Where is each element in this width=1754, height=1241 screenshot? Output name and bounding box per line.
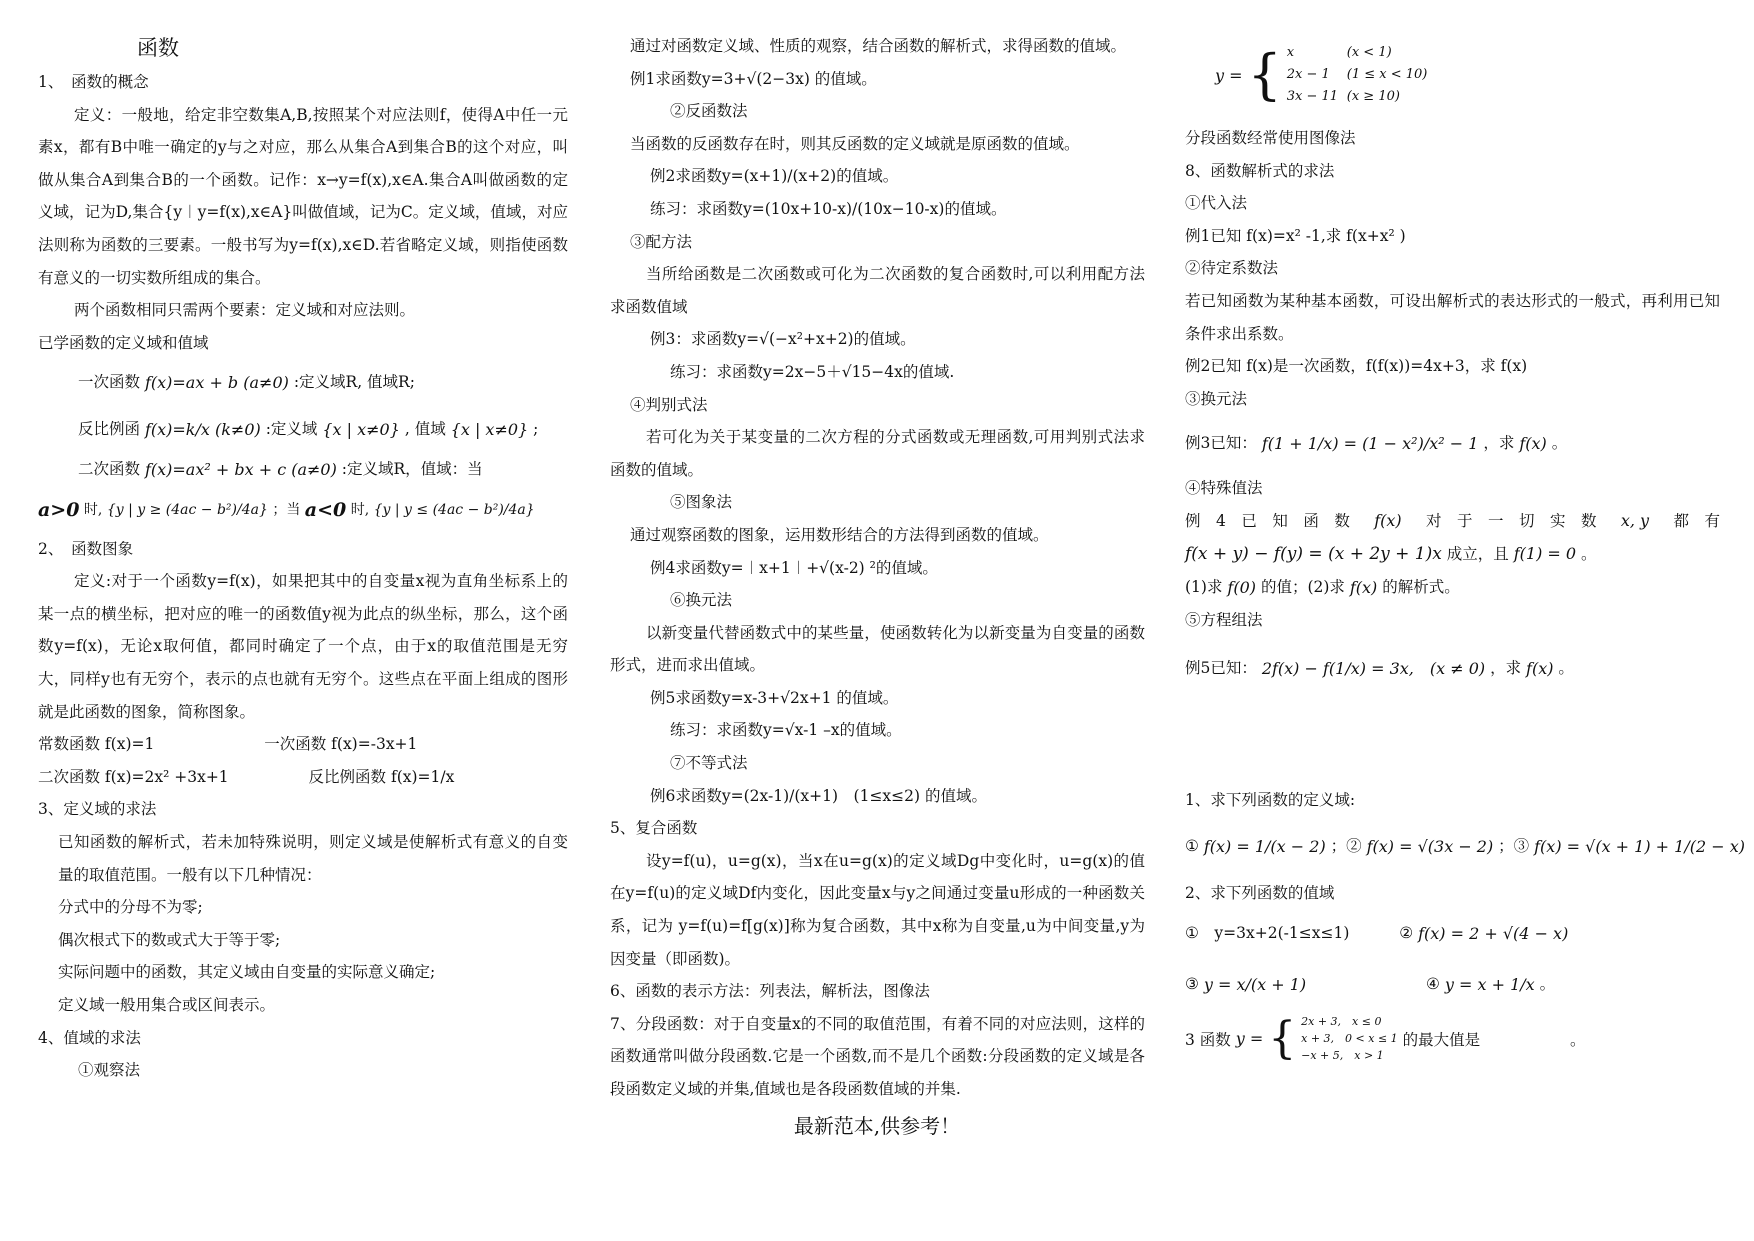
label: 二次函数 f(x)=2x² +3x+1 [38,767,229,786]
subheading: ③换元法 [1185,389,1248,408]
formula: f(x) = 1/(x − 2) [1203,837,1326,857]
paragraph: 定义:对于一个函数y=f(x)，如果把其中的自变量x视为直角坐标系上的某一点的横坐标，把对应的唯一的函数值y视为此点的纵坐标，那么，这个函数y=f(x)，无论x取何值，都同时确定了一个点，由于x的取值范围是无穷大，同样y也有无穷个，表示的点也就有无穷个。这些点在平面上组成的图形就是此函数的图象，简称图象。 [38,572,568,721]
section-heading: 6、函数的表示方法：列表法，解析法，图像法 [610,982,930,1001]
label: ；③ [1498,837,1530,856]
formula: f(x + y) − f(y) = (x + 2y + 1)x [1185,544,1442,565]
label: ① [1185,837,1199,856]
subheading: ④特殊值法 [1185,479,1263,498]
formula: {y | y ≥ (4ac − b²)/4a} [106,501,268,518]
section-heading: 3、定义域的求法 [38,800,157,819]
brace: { [1247,43,1282,106]
list-item: 实际问题中的函数，其定义域由自变量的实际意义确定; [58,963,436,982]
formula: 2f(x) − f(1/x) = 3x, (x ≠ 0) [1261,658,1486,678]
section-heading: 5、复合函数 [610,819,698,838]
exercise-line [1185,1012,1720,1076]
paragraph: 当所给函数是二次函数或可化为二次函数的复合函数时,可以利用配方法求函数值域 [610,265,1145,316]
label: 。 [1581,544,1597,563]
example-line: 例2求函数y=(x+1)/(x+2)的值域。 [650,167,899,186]
exercise-line [1185,816,1746,877]
label: , 值域 [404,420,446,439]
quadratic-function-line [38,453,568,486]
label: ，求 [1490,658,1522,677]
formula: a<0 [304,498,347,521]
example-line: 例3：求函数y=√(−x²+x+2)的值域。 [650,330,916,349]
paragraph: 若已知函数为某种基本函数，可设出解析式的表达形式的一般式，再利用已知条件求出系数。 [1185,291,1720,343]
paragraph: 已知函数的解析式，若未加特殊说明，则定义域是使解析式有意义的自变量的取值范围。一般有以下几种情况： [58,832,568,884]
formula: {x | x≠0} [450,420,529,440]
subheading: ③配方法 [630,232,693,251]
exercise-line: 练习：求函数y=2x−5＋√15−4x的值域. [670,362,955,381]
column-1 [38,30,568,1087]
label: 二次函数 [78,460,141,479]
label: :定义域 [265,420,318,439]
formula: f(0) [1227,577,1256,597]
piecewise-cases [1287,42,1428,108]
label: 例 4 已 知 函 数 [1185,511,1350,530]
subheading: ④判别式法 [630,395,708,414]
formula: y = x/(x + 1) [1203,974,1307,994]
example-line: 例1已知 f(x)=x² -1,求 f(x+x² ) [1185,226,1406,245]
label: (1)求 [1185,577,1223,596]
piecewise-function [1185,42,1720,122]
label: 常数函数 f(x)=1 [38,735,155,754]
formula: a>0 [38,498,80,521]
example-line [1185,571,1720,604]
footer-note: 最新范本,供参考！ [793,1114,961,1138]
section-heading: 8、函数解析式的求法 [1185,161,1335,180]
label: 例3已知： [1185,434,1257,453]
subheading: ⑤方程组法 [1185,611,1263,630]
case-cond: (x ≥ 10) [1346,89,1400,104]
subheading: ②反函数法 [670,102,748,121]
label: 对 于 一 切 实 数 [1426,511,1597,530]
case-expr: 2x − 1 [1286,67,1330,82]
case-cond: (x < 1) [1346,45,1392,60]
quadratic-range-line [38,487,568,533]
example-line [1185,538,1720,571]
paragraph: 分段函数经常使用图像法 [1185,129,1356,147]
label: 。 [1558,658,1574,677]
formula: {y | y ≤ (4ac − b²)/4a} [373,501,535,518]
example-line [38,728,568,761]
paragraph: 以新变量代替函数式中的某些量，使函数转化为以新变量为自变量的函数形式，进而求出值域。 [610,623,1145,675]
list-item: 分式中的分母不为零; [58,898,203,917]
formula: x, y [1620,510,1650,530]
piecewise-cases [1301,1013,1398,1064]
label: ，求 [1483,434,1515,453]
formula: f(x) [1349,577,1378,597]
case-expr: x [1286,45,1295,60]
paragraph: 设y=f(u)，u=g(x)，当x在u=g(x)的定义域Dg中变化时，u=g(x)的值在y=f(u)的定义域Df内变化，因此变量x与y之间通过变量u形成的一种函数关系，记为 y=f(u)=f[g(x)]称为复合函数，其中x称为自变量,u为中间变量,y为因变量（即函数)。 [610,851,1145,968]
formula: f(x) = √(x + 1) + 1/(2 − x) [1534,837,1746,857]
label: ① y=3x+2(-1≤x≤1) [1185,923,1350,942]
label: 一次函数 f(x)=-3x+1 [264,735,418,754]
label: 时, [350,501,370,518]
label: ；当 [272,501,301,518]
formula: f(x)=ax² + bx + c (a≠0) [144,460,337,480]
section-heading: 1、 函数的概念 [38,73,149,91]
example-line [1185,415,1720,472]
formula: y = [1215,65,1243,85]
subheading: 已学函数的定义域和值域 [38,333,209,352]
subheading: ①观察法 [78,1061,141,1080]
exercise-heading: 2、求下列函数的值域 [1185,884,1335,903]
subheading: ①代入法 [1185,194,1248,213]
example-line: 例2已知 f(x)是一次函数，f(f(x))=4x+3，求 f(x) [1185,357,1528,376]
column-3 [1185,42,1746,1076]
example-line: 例5求函数y=x-3+√2x+1 的值域。 [650,688,899,707]
brace: { [1268,1012,1297,1064]
label: :定义域R，值域：当 [341,460,483,479]
example-line [1185,505,1720,538]
label: ；② [1330,837,1362,856]
formula: f(1 + 1/x) = (1 − x²)/x² − 1 [1261,434,1479,454]
formula: f(x) [1526,658,1554,678]
subheading: ②待定系数法 [1185,259,1279,278]
label: 都 有 [1673,511,1720,530]
example-line [1185,637,1720,700]
example-line: 例6求函数y=(2x-1)/(x+1) (1≤x≤2) 的值域。 [650,786,987,805]
paragraph: 定义：一般地，给定非空数集A,B,按照某个对应法则f，使得A中任一元素x，都有B中唯一确定的y与之对应，那么从集合A到集合B的这个对应，叫做从集合A到集合B的一个函数。记作：x→y=f(x),x∈A.集合A叫做函数的定义域，记为D,集合{y︱y=f(x),x∈A}叫做值域，记为C。定义域，值域，对应法则称为函数的三要素。一般书写为y=f(x),x∈D.若省略定义域，则指使函数有意义的一切实数所组成的集合。 [38,105,568,287]
label: :定义域R, 值域R; [293,373,415,392]
label: 例5已知： [1185,658,1257,677]
formula: f(x) [1519,434,1547,454]
case-expr: 3x − 11 [1286,89,1339,104]
label: ② [1399,923,1414,942]
label: ; [533,420,539,439]
label: 。 [1570,1030,1586,1049]
label: 时, [83,501,103,518]
case-cond: (1 ≤ x < 10) [1346,67,1428,82]
paragraph: 通过对函数定义域、性质的观察，结合函数的解析式，求得函数的值域。 [630,37,1127,55]
label: 。 [1551,434,1568,453]
label: 3 函数 [1185,1030,1231,1049]
label: 成立，且 [1446,544,1509,563]
label: ③ [1185,974,1199,993]
label: 。 [1539,974,1556,993]
label: 的值；(2)求 [1260,577,1345,596]
list-item: 偶次根式下的数或式大于等于零; [58,930,281,949]
inverse-function-line [38,406,568,453]
list-item: 定义域一般用集合或区间表示。 [58,995,276,1014]
formula: y = x + 1/x [1444,974,1535,994]
exercise-line: 练习：求函数y=(10x+10-x)/(10x−10-x)的值域。 [650,199,1007,218]
paragraph: 7、分段函数：对于自变量x的不同的取值范围，有着不同的对应法则，这样的函数通常叫做分段函数.它是一个函数,而不是几个函数:分段函数的定义域是各段函数定义域的并集,值域也是各段函数值域的并集. [610,1014,1145,1098]
formula: f(x) = 2 + √(4 − x) [1418,923,1569,943]
linear-function-line [38,359,568,406]
example-line: 例1求函数y=3+√(2−3x) 的值域。 [630,69,877,88]
label: 反比例函 [78,420,141,439]
formula: f(x)=ax + b (a≠0) [144,373,289,393]
case: 2x + 3, x ≤ 0 [1301,1015,1382,1029]
formula: {x | x≠0} [322,420,400,440]
exercise-line [1185,957,1720,1012]
label: 的最大值是 [1402,1030,1481,1049]
label: ④ [1426,974,1440,993]
paragraph: 通过观察函数的图象，运用数形结合的方法得到函数的值域。 [630,525,1049,544]
formula: f(x) = √(3x − 2) [1366,837,1494,857]
label: 的解析式。 [1382,577,1460,596]
formula: f(x) [1374,510,1402,530]
subheading: ⑦不等式法 [670,754,748,773]
section-heading: 2、 函数图象 [38,539,134,558]
example-line [38,761,568,794]
case: −x + 5, x > 1 [1301,1049,1384,1063]
formula: f(1) = 0 [1513,544,1577,564]
column-2 [610,30,1145,1106]
label: 一次函数 [78,373,141,392]
label: 反比例函数 f(x)=1/x [308,767,455,786]
subheading: ⑤图象法 [670,493,733,512]
subheading: ⑥换元法 [670,591,733,610]
exercise-line [1185,910,1720,957]
exercise-line: 练习：求函数y=√x-1 –x的值域。 [670,721,902,740]
formula: f(x)=k/x (k≠0) [144,420,261,440]
paragraph: 两个函数相同只需两个要素：定义域和对应法则。 [74,301,416,320]
case: x + 3, 0 < x ≤ 1 [1301,1032,1398,1046]
paragraph: 当函数的反函数存在时，则其反函数的定义域就是原函数的值域。 [630,134,1080,153]
page-title: 函数 [137,36,179,60]
example-line: 例4求函数y=︱x+1︱+√(x-2) ²的值域。 [650,558,938,577]
paragraph: 若可化为关于某变量的二次方程的分式函数或无理函数,可用判别式法求函数的值域。 [610,428,1145,479]
formula: y = [1235,1029,1264,1049]
section-heading: 4、值域的求法 [38,1028,141,1047]
exercise-heading: 1、求下列函数的定义域: [1185,790,1356,809]
